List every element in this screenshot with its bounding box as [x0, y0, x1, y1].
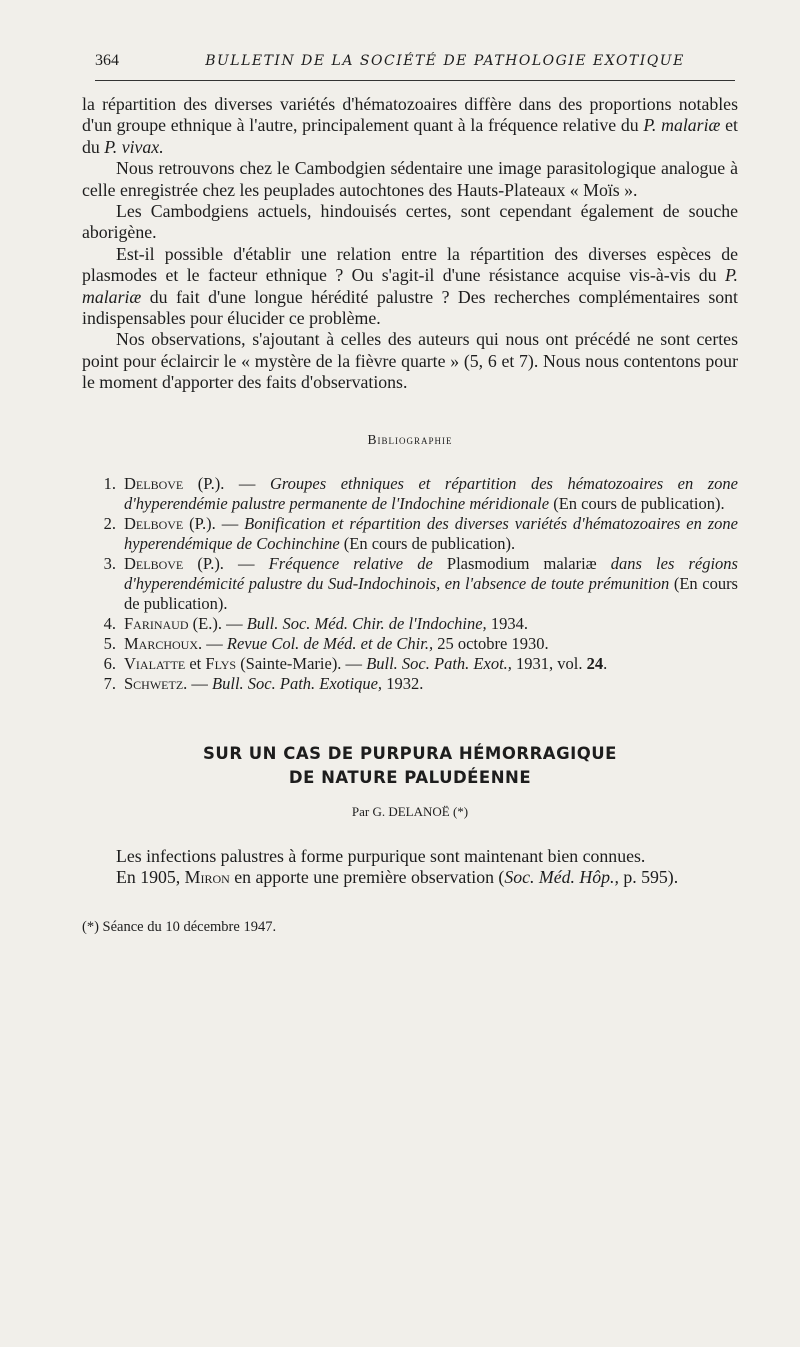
bib-affil: (Sainte-Marie). —	[236, 653, 367, 673]
bib-author: Delbove (P.).	[124, 553, 224, 573]
bib-num: 6.	[103, 653, 116, 673]
paragraph-1	[82, 94, 738, 158]
bib-dash: —	[202, 633, 227, 653]
bib-text	[124, 614, 738, 634]
bib-num: 7.	[103, 673, 116, 693]
running-title: BULLETIN DE LA SOCIÉTÉ DE PATHOLOGIE EXOTIQUE	[205, 53, 685, 69]
footnote: (*) Séance du 10 décembre 1947.	[82, 918, 277, 935]
paragraph-4	[82, 244, 738, 330]
bib-rest: 25 octobre 1930.	[433, 633, 549, 653]
bib-species: Plasmodium malariæ	[432, 553, 611, 573]
author-name: DELANOË	[388, 803, 450, 819]
bib-title-cont: dans les régions d'hyperendémicité palustre du Sud-Indochinois, en l'absence de toute prémunition	[124, 553, 738, 593]
bib-author-2: Flys	[205, 653, 237, 673]
bib-item	[82, 634, 738, 654]
bib-item	[82, 674, 738, 694]
bib-conj: et	[185, 653, 206, 673]
header-rule	[95, 80, 735, 81]
bib-title: Bull. Soc. Méd. Chir. de l'Indochine,	[246, 613, 487, 633]
bib-text	[124, 654, 738, 674]
bib-num: 3.	[103, 553, 116, 573]
bib-item	[82, 614, 738, 634]
bib-title: Groupes ethniques et répartition des hématozoaires en zone d'hyperendémie palustre permanente de l'Indochine méridionale	[124, 473, 739, 513]
bib-rest: (En cours de publication).	[124, 573, 738, 613]
bibliography-list	[82, 474, 738, 694]
bib-rest: 1934.	[486, 613, 528, 633]
bibliography-title: Bibliographie	[367, 431, 453, 447]
paragraph-2: Nous retrouvons chez le Cambodgien sédentaire une image parasitologique analogue à celle enregistrée chez les peuplades autochtones des Hauts-Plateaux « Moïs ».	[82, 158, 738, 200]
bib-title: Fréquence relative de	[268, 553, 433, 573]
article-citation-page: p. 595).	[618, 867, 679, 888]
bib-item	[82, 554, 738, 614]
page-number: 364	[95, 52, 119, 69]
bib-item	[82, 514, 738, 554]
article-paragraph-1: Les infections palustres à forme purpurique sont maintenant bien connues.	[116, 845, 646, 866]
species-vivax: P. vivax.	[104, 136, 164, 157]
article-title-line-1: SUR UN CAS DE PURPURA HÉMORRAGIQUE	[203, 743, 617, 763]
paragraph-4-text-a: Est-il possible d'établir une relation entre la répartition des diverses espèces de plasmodes et le facteur ethnique ? Ou s'agit-il d'une résistance acquise vis-à-vis du	[82, 243, 738, 286]
bib-author: Schwetz.	[124, 673, 188, 693]
bib-num: 2.	[103, 513, 116, 533]
article-title-line-2: DE NATURE PALUDÉENNE	[288, 767, 532, 787]
bib-text	[124, 514, 738, 554]
bib-num: 5.	[103, 633, 116, 653]
bib-dash: —	[215, 513, 245, 533]
article-citation-journal: Soc. Méd. Hôp.,	[504, 867, 619, 888]
bib-author: Delbove (P.).	[124, 513, 216, 533]
species-malariae-2: P. malariæ	[82, 265, 738, 307]
bib-volume: 24	[586, 653, 604, 673]
article-author-miron: Miron	[184, 867, 230, 888]
article-author	[82, 804, 738, 820]
bib-dash: —	[223, 553, 269, 573]
article-paragraph-2-year: En 1905,	[116, 867, 181, 888]
bib-dash: —	[187, 673, 213, 693]
bib-author: Vialatte	[124, 653, 186, 673]
bib-item	[82, 474, 738, 514]
bib-author: Marchoux.	[124, 633, 203, 653]
article-title	[82, 742, 738, 790]
bib-title: Bull. Soc. Path. Exot.,	[366, 653, 512, 673]
bib-dash: —	[221, 613, 247, 633]
bib-num: 1.	[103, 473, 116, 493]
bib-rest: 1931, vol.	[511, 653, 587, 673]
bib-dash: —	[224, 473, 270, 493]
running-header	[95, 52, 735, 70]
bib-author: Farinaud (E.).	[124, 613, 222, 633]
bib-rest: (En cours de publication).	[339, 533, 516, 553]
bib-author: Delbove (P.).	[124, 473, 225, 493]
bib-num: 4.	[103, 613, 116, 633]
bib-item	[82, 654, 738, 674]
article-paragraph-2	[82, 867, 738, 888]
page-body	[82, 94, 738, 936]
bib-text	[124, 554, 738, 614]
paragraph-3: Les Cambodgiens actuels, hindouisés certes, sont cependant également de souche aborigène.	[82, 201, 738, 243]
bib-end: .	[603, 653, 608, 673]
bib-text	[124, 674, 738, 694]
species-malariae: P. malariæ	[643, 115, 721, 136]
bib-title: Bull. Soc. Path. Exotique,	[212, 673, 383, 693]
author-footnote-mark: (*)	[452, 803, 469, 819]
paragraph-1-conj: et du	[82, 115, 738, 157]
paragraph-4-text-c: du fait d'une longue hérédité palustre ? Des recherches complémentaires sont indispensables pour élucider ce problème.	[82, 286, 738, 329]
bib-rest: (En cours de publication).	[549, 493, 725, 513]
author-prefix: Par G.	[351, 803, 386, 819]
article-paragraph-2-text: en apporte une première observation (	[234, 867, 505, 888]
bib-text	[124, 474, 738, 514]
paragraph-1-text: la répartition des diverses variétés d'hématozoaires diffère dans des proportions notables d'un groupe ethnique à l'autre, principalement quant à la fréquence relative du	[82, 94, 738, 136]
bib-text	[124, 634, 738, 654]
bib-title: Revue Col. de Méd. et de Chir.,	[226, 633, 434, 653]
bib-title: Bonification et répartition des diverses variétés d'hématozoaires en zone hyperendémique de Cochinchine	[124, 513, 738, 553]
paragraph-5: Nos observations, s'ajoutant à celles des auteurs qui nous ont précédé ne sont certes point pour éclaircir le « mystère de la fièvre quarte » (5, 6 et 7). Nous nous contentons pour le moment d'apporter des faits d'observations.	[82, 329, 738, 393]
bib-rest: 1932.	[382, 673, 424, 693]
